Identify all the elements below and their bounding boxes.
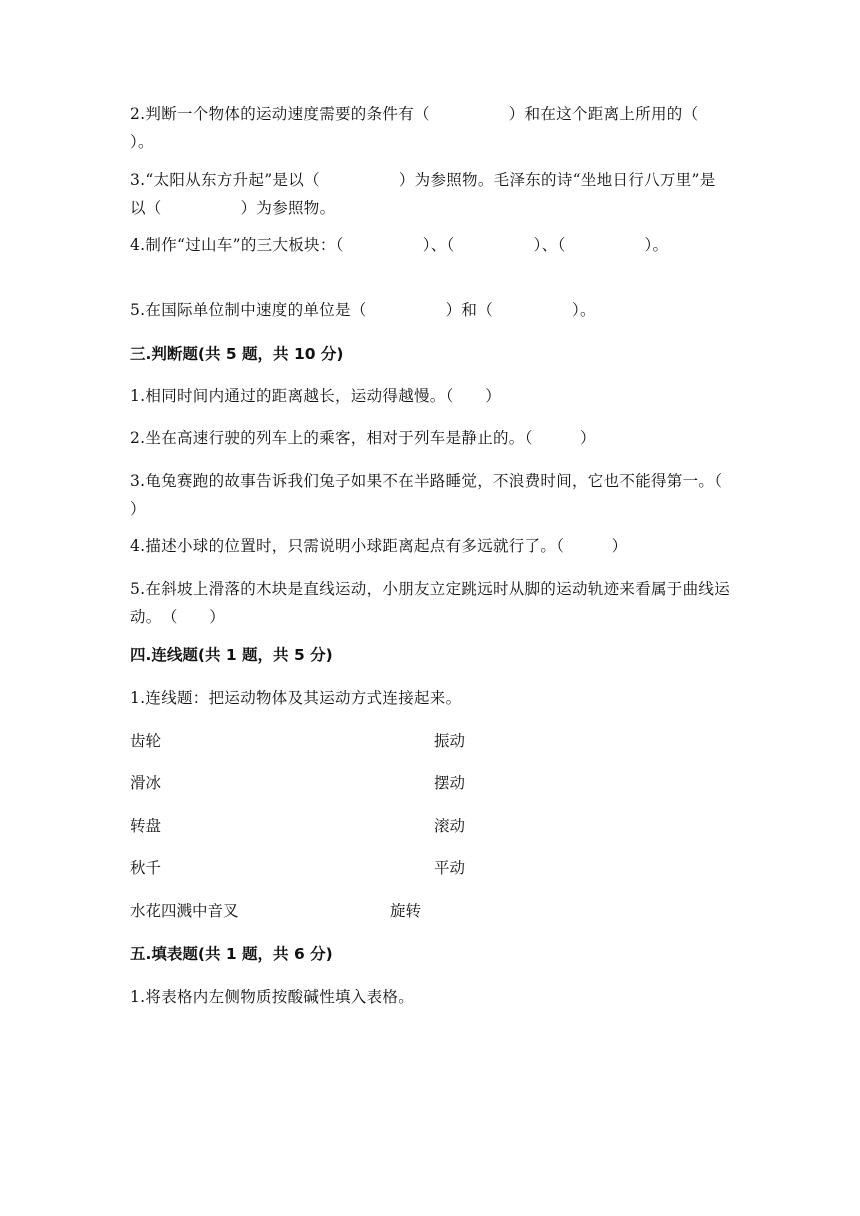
matching-left-item: 齿轮 [130,732,162,750]
item-number: 5. [130,580,146,598]
section-heading-matching: 四.连线题(共 1 题，共 5 分) [130,646,333,664]
judgement-item-4 [130,532,730,560]
item-number: 4. [130,537,146,555]
item-text: 在国际单位制中速度的单位是（ ）和（ ）。 [145,301,596,319]
section-heading-table: 五.填表题(共 1 题，共 6 分) [130,945,333,963]
item-text: 描述小球的位置时，只需说明小球距离起点有多远就行了。（ ） [145,537,628,555]
matching-left-item: 水花四溅中音叉 [130,902,239,920]
item-text: 在斜坡上滑落的木块是直线运动，小朋友立定跳远时从脚的运动轨迹来看属于曲线运动。 （ ） [130,580,730,626]
item-text: 制作“过山车”的三大板块：（ ）、（ ）、（ ）。 [145,236,669,254]
item-number: 2. [130,429,146,447]
matching-right-item: 摆动 [434,774,466,792]
item-text: 判断一个物体的运动速度需要的条件有（ ）和在这个距离上所用的（ ）。 [130,105,778,151]
matching-right-item: 旋转 [390,902,422,920]
judgement-item-3 [130,467,770,523]
item-number: 2. [130,105,146,123]
judgement-item-2 [130,424,730,452]
matching-left-item: 滑冰 [130,774,162,792]
item-number: 1. [130,387,146,405]
fill-blank-item-3 [130,166,730,222]
judgement-item-5 [130,575,730,631]
item-text: 龟兔赛跑的故事告诉我们兔子如果不在半路睡觉，不浪费时间，它也不能得第一。（ ） [130,472,770,518]
fill-blank-item-5 [130,296,730,324]
matching-right-item: 平动 [434,859,466,877]
matching-right-item: 滚动 [434,817,466,835]
item-number: 3. [130,472,146,490]
fill-blank-item-4 [130,231,730,259]
matching-question: 1.连线题：把运动物体及其运动方式连接起来。 [130,689,462,707]
matching-right-item: 振动 [434,732,466,750]
item-number: 5. [130,301,146,319]
fill-blank-item-2 [130,100,778,156]
judgement-item-1 [130,382,730,410]
item-number: 3. [130,171,146,189]
item-text: 相同时间内通过的距离越长，运动得越慢。（ ） [145,387,502,405]
matching-left-item: 转盘 [130,817,162,835]
item-text: 坐在高速行驶的列车上的乘客，相对于列车是静止的。（ ） [145,429,596,447]
item-number: 4. [130,236,146,254]
section-heading-judgement: 三.判断题(共 5 题，共 10 分) [130,345,344,363]
table-question: 1.将表格内左侧物质按酸碱性填入表格。 [130,988,414,1006]
matching-left-item: 秋千 [130,859,162,877]
item-text: “太阳从东方升起”是以（ ）为参照物。毛泽东的诗“坐地日行八万里”是以（ ）为参照物。 [130,171,716,217]
